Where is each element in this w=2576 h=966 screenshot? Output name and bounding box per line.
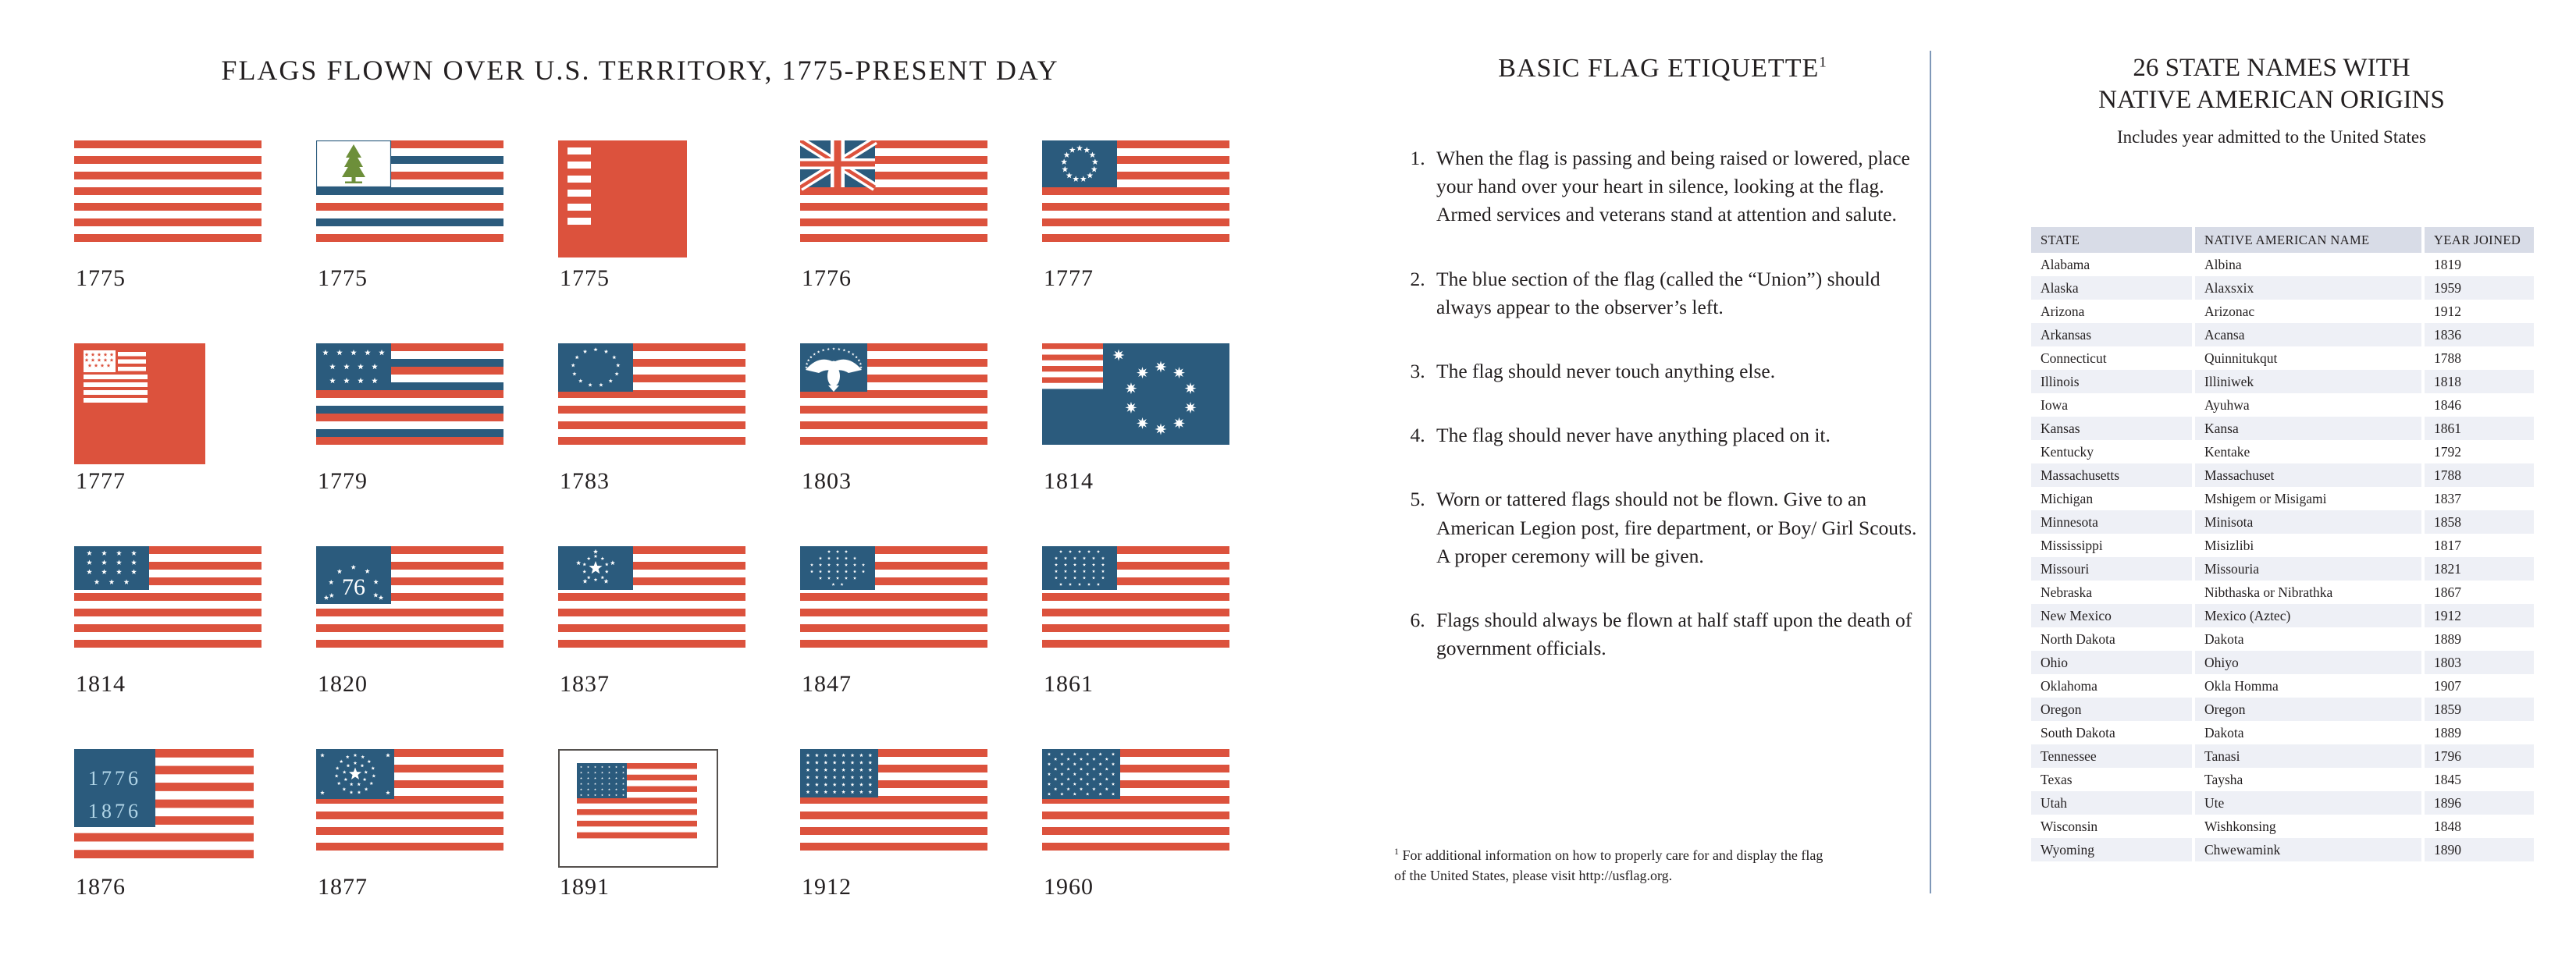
year-joined-cell: 1818 [2425, 370, 2534, 393]
state-name-cell: Kentucky [2041, 443, 2094, 460]
flag-year: 1847 [802, 671, 852, 697]
flag-year: 1776 [802, 265, 852, 291]
flag-year: 1775 [560, 265, 610, 291]
year-joined-cell: 1859 [2425, 698, 2534, 721]
flag-year: 1783 [560, 468, 610, 494]
state-name-cell: New Mexico [2031, 604, 2192, 627]
states-table-header-row [2031, 227, 2534, 253]
flags-section [47, 43, 1233, 925]
table-row-minnesota [2031, 510, 2534, 534]
state-name-cell: Massachusetts [2031, 463, 2192, 487]
star-rows-29-flag-image [800, 546, 987, 648]
state-name-cell: Nebraska [2041, 584, 2093, 600]
etiquette-section [1358, 43, 1967, 925]
star-rows-34-flag-image [1042, 546, 1229, 648]
year-joined-cell: 1845 [2434, 771, 2461, 787]
table-row-wyoming [2031, 838, 2534, 861]
year-joined-cell: 1848 [2434, 818, 2461, 834]
stars-50-flag-image [1042, 749, 1229, 851]
flag-item-1814-star-spangled [74, 546, 316, 749]
states-table-head [2031, 227, 2534, 253]
table-row-new-mexico [2031, 604, 2534, 627]
flag-year: 1814 [76, 671, 126, 697]
year-joined-cell: 1796 [2425, 744, 2534, 768]
flag-item-1777-red-mini-canton [74, 343, 316, 546]
flag-year: 1876 [76, 874, 126, 900]
table-row-texas [2031, 768, 2534, 791]
state-name-cell: Illinois [2031, 370, 2192, 393]
table-row-massachusetts [2031, 463, 2534, 487]
flag-year: 1861 [1044, 671, 1094, 697]
states-section-title [1998, 52, 2545, 116]
footnote-marker: 1 [1394, 846, 1399, 857]
table-row-tennessee [2031, 744, 2534, 768]
year-joined-cell: 1912 [2434, 303, 2461, 319]
native-name-cell: Massachuset [2195, 463, 2421, 487]
year-joined-cell: 1889 [2434, 724, 2461, 740]
table-row-illinois [2031, 370, 2534, 393]
table-row-kansas [2031, 417, 2534, 440]
flag-item-1814-inverted-stars-field [1042, 343, 1284, 546]
state-name-cell: Oregon [2031, 698, 2192, 721]
native-name-cell: Arizonac [2204, 303, 2255, 319]
etiquette-item-1: 1. When the flag is passing and being raised or lowered, place your hand over your heart in silence, looking at the flag. Armed services and veterans stand at attention and salute. [1430, 144, 1922, 229]
native-name-cell: Acansa [2195, 323, 2421, 346]
native-name-cell: Taysha [2204, 771, 2243, 787]
native-name-cell: Misizlibi [2204, 537, 2254, 553]
native-name-cell: Ayuhwa [2204, 396, 2250, 413]
year-joined-cell: 1858 [2425, 510, 2534, 534]
table-row-arkansas [2031, 323, 2534, 346]
betsy-ross-flag-image [1042, 140, 1229, 242]
flag-item-1861-star-rows-34 [1042, 546, 1284, 749]
flag-item-1775-red-square-notched [558, 140, 800, 343]
flag-year: 1775 [318, 265, 368, 291]
table-row-missouri [2031, 557, 2534, 581]
year-joined-cell: 1792 [2434, 443, 2461, 460]
year-joined-cell: 1788 [2434, 350, 2461, 366]
flag-item-1776-grand-union [800, 140, 1042, 343]
native-name-cell: Okla Homma [2204, 677, 2279, 694]
state-name-cell: Utah [2031, 791, 2192, 815]
native-name-cell: Quinnitukqut [2204, 350, 2278, 366]
states-title-line2: NATIVE AMERICAN ORIGINS [2098, 85, 2445, 114]
table-row-nebraska [2031, 581, 2534, 604]
native-name-cell: Nibthaska or Nibrathka [2204, 584, 2333, 600]
flag-item-1783-stars-circle-13 [558, 343, 800, 546]
column-header-native-american-name: NATIVE AMERICAN NAME [2195, 227, 2421, 253]
state-name-cell: Wisconsin [2041, 818, 2098, 834]
native-name-cell: Tanasi [2195, 744, 2421, 768]
native-name-cell: Mshigem or Misigami [2204, 490, 2327, 506]
state-name-cell: Minnesota [2031, 510, 2192, 534]
table-row-south-dakota [2031, 721, 2534, 744]
etiquette-footnote [1394, 845, 1831, 886]
flags-section-title: FLAGS FLOWN OVER U.S. TERRITORY, 1775-PRESENT DAY [221, 55, 1059, 86]
state-name-cell: Mississippi [2041, 537, 2103, 553]
great-star-flag-image [558, 546, 745, 648]
year-joined-cell: 1959 [2425, 276, 2534, 300]
etiquette-title-footnote-marker: 1 [1819, 54, 1827, 71]
year-joined-cell: 1907 [2434, 677, 2461, 694]
grand-union-flag-image [800, 140, 987, 242]
table-row-michigan [2031, 487, 2534, 510]
table-row-mississippi [2031, 534, 2534, 557]
states-section-subtitle: Includes year admitted to the United States [2117, 126, 2426, 147]
etiquette-title-text: BASIC FLAG ETIQUETTE [1498, 54, 1820, 83]
centennial-1776-1876-flag-image [74, 749, 254, 858]
year-joined-cell: 1837 [2434, 490, 2461, 506]
flag-item-1820-bennington-76 [316, 546, 558, 749]
year-joined-cell: 1803 [2425, 651, 2534, 674]
etiquette-title [1358, 54, 1967, 83]
flag-item-1803-eagle-canton [800, 343, 1042, 546]
flag-year: 1775 [76, 265, 126, 291]
flag-item-1912-stars-48 [800, 749, 1042, 952]
etiquette-item-3: 3. The flag should never touch anything else. [1430, 357, 1922, 385]
table-row-utah [2031, 791, 2534, 815]
year-joined-cell: 1819 [2434, 256, 2461, 272]
year-joined-cell: 1788 [2425, 463, 2534, 487]
table-row-wisconsin [2031, 815, 2534, 838]
state-name-cell: Arizona [2041, 303, 2085, 319]
etiquette-item-4: 4. The flag should never have anything placed on it. [1430, 421, 1922, 449]
state-name-cell: Arkansas [2031, 323, 2192, 346]
states-section [1998, 43, 2545, 925]
etiquette-list [1358, 144, 1922, 662]
native-name-cell: Kentake [2204, 443, 2250, 460]
year-joined-cell: 1821 [2425, 557, 2534, 581]
states-table-body [2031, 253, 2534, 861]
states-table [2028, 227, 2537, 861]
flag-year: 1779 [318, 468, 368, 494]
flag-year: 1891 [560, 874, 610, 900]
flags-grid [74, 140, 1284, 952]
flag-item-1891-framed-44 [558, 749, 800, 952]
table-row-oregon [2031, 698, 2534, 721]
year-joined-cell: 1846 [2434, 396, 2461, 413]
etiquette-item-6: 6. Flags should always be flown at half staff upon the death of government officials. [1430, 606, 1922, 662]
table-row-north-dakota [2031, 627, 2534, 651]
framed-44-flag-image [558, 749, 718, 868]
svg-text:1876: 1876 [88, 800, 141, 822]
flag-year: 1912 [802, 874, 852, 900]
bennington-76-flag-image [316, 546, 503, 648]
year-joined-cell: 1890 [2425, 838, 2534, 861]
inverted-stars-field-flag-image [1042, 343, 1229, 445]
state-name-cell: Texas [2041, 771, 2073, 787]
etiquette-item-5: 5. Worn or tattered flags should not be flown. Give to an American Legion post, fire department, or Boy/ Girl Scouts. A proper ceremony will be given. [1430, 485, 1922, 570]
flag-year: 1777 [76, 468, 126, 494]
state-name-cell: Wyoming [2031, 838, 2192, 861]
native-name-cell: Wishkonsing [2204, 818, 2276, 834]
native-name-cell: Albina [2204, 256, 2242, 272]
native-name-cell: Missouria [2195, 557, 2421, 581]
native-name-cell: Minisota [2195, 510, 2421, 534]
stars-circle-13-flag-image [558, 343, 745, 445]
year-joined-cell: 1912 [2425, 604, 2534, 627]
state-name-cell: Michigan [2041, 490, 2094, 506]
flag-year: 1820 [318, 671, 368, 697]
table-row-iowa [2031, 393, 2534, 417]
year-joined-cell: 1867 [2434, 584, 2461, 600]
table-row-oklahoma [2031, 674, 2534, 698]
native-name-cell: Dakota [2204, 724, 2244, 740]
flag-year: 1960 [1044, 874, 1094, 900]
year-joined-cell: 1836 [2425, 323, 2534, 346]
table-row-alabama [2031, 253, 2534, 276]
stars-48-flag-image [800, 749, 987, 851]
flag-year: 1814 [1044, 468, 1094, 494]
state-name-cell: Kansas [2031, 417, 2192, 440]
state-name-cell: North Dakota [2041, 630, 2115, 647]
etiquette-item-2: 2. The blue section of the flag (called the “Union”) should always appear to the observer’s left. [1430, 265, 1922, 321]
svg-text:1776: 1776 [88, 767, 141, 790]
native-name-cell: Illiniwek [2195, 370, 2421, 393]
state-name-cell: Missouri [2031, 557, 2192, 581]
native-name-cell: Kansa [2195, 417, 2421, 440]
native-name-cell: Ute [2195, 791, 2421, 815]
state-name-cell: Ohio [2031, 651, 2192, 674]
state-name-cell: South Dakota [2041, 724, 2115, 740]
flag-item-1777-betsy-ross [1042, 140, 1284, 343]
flag-item-1876-centennial-1776-1876 [74, 749, 316, 952]
svg-text:76: 76 [342, 574, 365, 600]
flag-item-1960-stars-50 [1042, 749, 1284, 952]
flag-item-1775-pine-tree [316, 140, 558, 343]
flag-year: 1837 [560, 671, 610, 697]
serapis-flag-image [316, 343, 503, 445]
table-row-kentucky [2031, 440, 2534, 463]
star-spangled-flag-image [74, 546, 262, 648]
table-row-alaska [2031, 276, 2534, 300]
flag-item-1775-striped-13 [74, 140, 316, 343]
year-joined-cell: 1896 [2425, 791, 2534, 815]
flag-item-1877-star-medallion [316, 749, 558, 952]
star-medallion-flag-image [316, 749, 503, 851]
state-name-cell: Alabama [2041, 256, 2090, 272]
column-header-state: STATE [2031, 227, 2192, 253]
native-name-cell: Chwewamink [2195, 838, 2421, 861]
state-name-cell: Iowa [2041, 396, 2068, 413]
states-title-line1: 26 STATE NAMES WITH [2133, 54, 2411, 82]
native-name-cell: Mexico (Aztec) [2195, 604, 2421, 627]
year-joined-cell: 1861 [2425, 417, 2534, 440]
pine-tree-flag-image [316, 140, 503, 242]
flag-item-1779-serapis [316, 343, 558, 546]
table-row-ohio [2031, 651, 2534, 674]
red-mini-canton-flag-image [74, 343, 205, 464]
native-name-cell: Oregon [2195, 698, 2421, 721]
flag-year: 1777 [1044, 265, 1094, 291]
section-divider [1930, 51, 1931, 893]
native-name-cell: Alaxsxix [2195, 276, 2421, 300]
eagle-canton-flag-image [800, 343, 987, 445]
state-name-cell: Alaska [2031, 276, 2192, 300]
flag-year: 1803 [802, 468, 852, 494]
state-name-cell: Tennessee [2031, 744, 2192, 768]
footnote-text: For additional information on how to properly care for and display the flag of the United States, please visit http://usflag.org. [1394, 847, 1823, 884]
year-joined-cell: 1889 [2434, 630, 2461, 647]
native-name-cell: Dakota [2204, 630, 2244, 647]
flag-year: 1877 [318, 874, 368, 900]
table-row-connecticut [2031, 346, 2534, 370]
state-name-cell: Oklahoma [2041, 677, 2097, 694]
year-joined-cell: 1817 [2434, 537, 2461, 553]
native-name-cell: Ohiyo [2195, 651, 2421, 674]
striped-13-flag-image [74, 140, 262, 242]
flag-item-1847-star-rows-29 [800, 546, 1042, 749]
table-row-arizona [2031, 300, 2534, 323]
state-name-cell: Connecticut [2041, 350, 2107, 366]
flag-item-1837-great-star [558, 546, 800, 749]
column-header-year-joined: YEAR JOINED [2425, 227, 2534, 253]
red-square-notched-flag-image [558, 140, 687, 257]
